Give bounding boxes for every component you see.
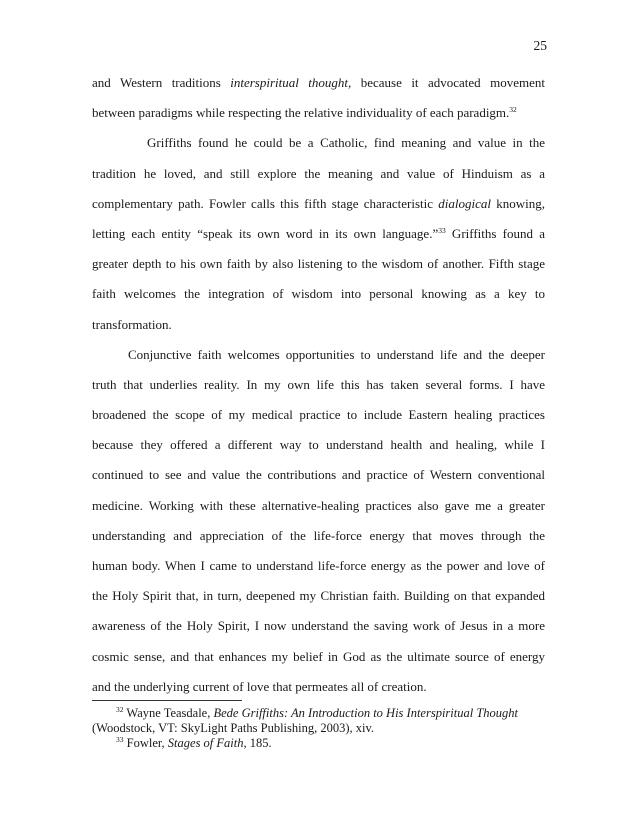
text-run: between paradigms while respecting the relative individuality of each paradigm.: [92, 105, 510, 121]
text-line: Griffiths found he could be a Catholic, find meaning and value in the: [147, 135, 545, 151]
italic-term: interspiritual thought,: [230, 75, 352, 90]
text-run: Wayne Teasdale,: [123, 706, 214, 720]
text-line: awareness of the Holy Spirit, I now understand the saving work of Jesus in a more: [92, 618, 545, 634]
text-line: [92, 98, 545, 128]
text-line: [92, 68, 545, 98]
footnote-ref-32: 32: [509, 105, 517, 115]
footnote-33: [92, 736, 545, 751]
text-line: tradition he loved, and still explore the meaning and value of Hinduism as a: [92, 165, 545, 181]
text-line: understanding and appreciation of the life-force energy that moves through the: [92, 527, 545, 543]
footnote-number: 33: [116, 735, 124, 744]
text-run: knowing,: [491, 195, 545, 211]
text-run: Fowler,: [123, 736, 168, 750]
text-run: complementary path. Fowler calls this fifth stage characteristic: [92, 195, 439, 211]
footnote-title: Stages of Faith,: [167, 736, 247, 750]
footnote-32-continued: (Woodstock, VT: SkyLight Paths Publishing, 2003), xiv.: [92, 721, 375, 735]
body-text: [92, 68, 545, 702]
text-line: [92, 189, 545, 219]
text-line: truth that underlies reality. In my own life this has taken several forms. I have: [92, 376, 545, 392]
text-line: human body. When I came to understand life-force energy as the power and love of: [92, 558, 545, 573]
text-run: and Western traditions: [92, 75, 231, 90]
text-line: continued to see and value the contributions and practice of Western conventional: [92, 467, 545, 483]
text-line: medicine. Working with these alternative-healing practices also gave me a greater: [92, 497, 545, 513]
text-line: faith welcomes the integration of wisdom into personal knowing as a key to: [92, 286, 545, 302]
text-run: letting each entity “speak its own word in its own language.”: [92, 225, 439, 241]
text-line: transformation.: [92, 316, 172, 332]
text-line: greater depth to his own faith by also listening to the wisdom of another. Fifth stage: [92, 256, 545, 272]
text-line: and the underlying current of love that permeates all of creation.: [92, 678, 427, 694]
text-run: Griffiths found a: [445, 225, 545, 241]
text-line: because they offered a different way to understand health and healing, while I: [92, 437, 545, 453]
text-line: the Holy Spirit that, in turn, deepened my Christian faith. Building on that expanded: [92, 588, 545, 604]
text-run: 185.: [246, 736, 272, 750]
text-line: Conjunctive faith welcomes opportunities to understand life and the deeper: [128, 346, 545, 362]
text-run: because it advocated movement: [351, 75, 546, 90]
text-line: [92, 219, 545, 249]
footnote-number: 32: [116, 705, 124, 714]
footnote-title: Bede Griffiths: An Introduction to His Interspiritual Thought: [213, 706, 518, 720]
footnote-separator: [92, 700, 242, 701]
page-number: 25: [533, 38, 547, 53]
italic-term: dialogical: [438, 195, 491, 211]
footnote-ref-33: 33: [438, 225, 446, 235]
text-line: cosmic sense, and that enhances my belief in God as the ultimate source of energy: [92, 648, 545, 664]
footnotes: [92, 706, 545, 751]
footnote-32: [92, 706, 545, 721]
text-line: broadened the scope of my medical practice to include Eastern healing practices: [92, 407, 545, 423]
